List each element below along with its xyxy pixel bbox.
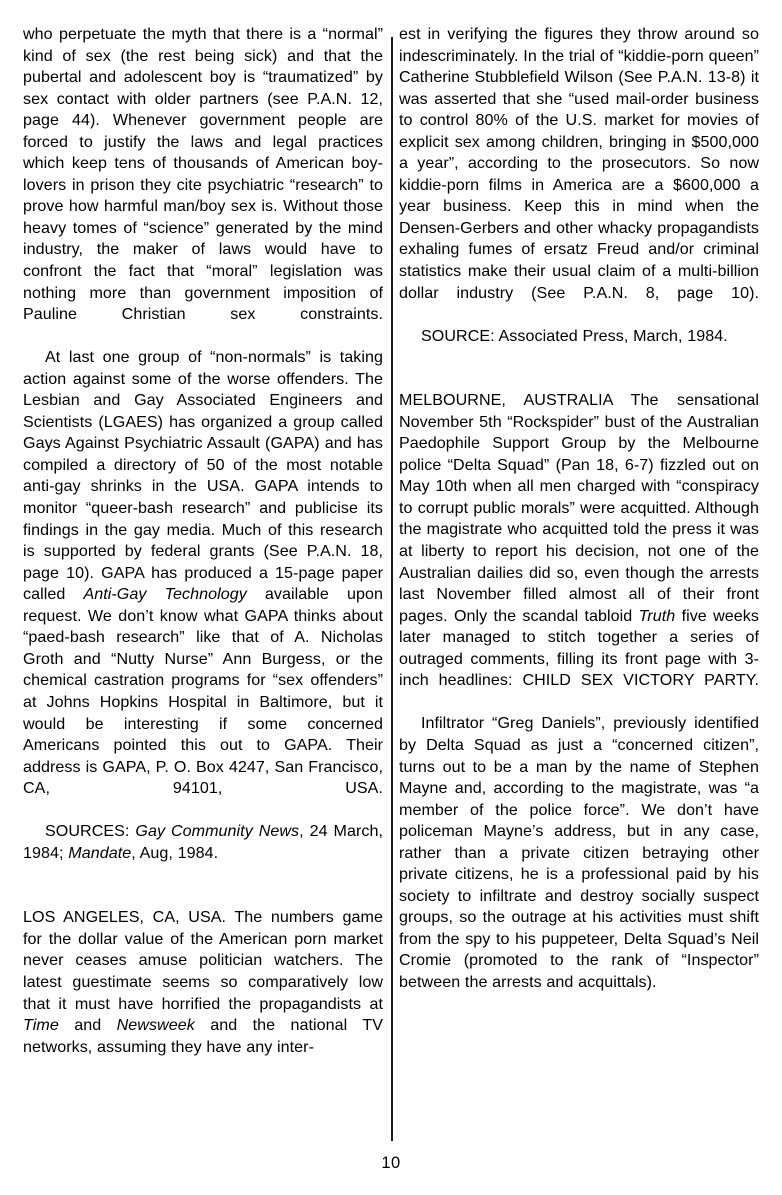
article [23,24,383,864]
publication-title: Truth [638,606,676,625]
paragraph: Infiltrator “Greg Daniels”, previously identified by Delta Squad as just a “concerned citizen”, turns out to be a man by the name of Stephen Mayne and, according to the magistrate, was “a member of the police force”. We don’t have policeman Mayne’s address, but in any case, rather than a private citizen betraying other private citizens, he is a professional paid by his society to infiltrate and destroy socially suspect groups, so the outrage at his activities must shift from the spy to his puppeteer, Delta Squad’s Neil Cromie (promoted to the rank of “Inspector” between the arrests and acquittals). [399,714,759,991]
article-separator [399,347,759,390]
article [399,390,759,993]
text-column-right [399,24,759,994]
text-column-left [23,24,383,1058]
paragraph: At last one group of “non-normals” is taking action against some of the worse offenders. The Lesbian and Gay Associated Engineers and Scientists (LGAES) has organized a group called Gays Against Psychiatric Assault (GAPA) and has compiled a directory of 50 of the most notable anti-gay shrinks in the USA. GAPA intends to monitor “queer-bash research” and publicise its findings in the gay media. Much of this research is supported by federal grants (See P.A.N. 18, page 10). GAPA has produced a 15-page paper called Anti-Gay Technology available upon request. We don’t know what GAPA thinks about “paed-bash research” like that of A. Nicholas Groth and “Nutty Nurse” Ann Burgess, or the chemical castration programs for “sex offenders” at Johns Hopkins Hospital in Baltimore, but it would be interesting if some concerned Americans pointed this out to GAPA. Their address is GAPA, P. O. Box 4247, San Francisco, CA, 94101, USA. [23,348,383,798]
paragraph: MELBOURNE, AUSTRALIA The sensational November 5th “Rockspider” bust of the Australian Paedophile Support Group by the Melbourne police “Delta Squad” (Pan 18, 6-7) fizzled out on May 10th when all men charged with “conspiracy to corrupt public morals” were acquitted. Although the magistrate who acquitted told the press it was at liberty to report his decision, not one of the Australian dailies did so, even though the arrests last November filled almost all of their front pages. Only the scandal tabloid Truth five weeks later managed to stitch together a series of outraged comments, filling its front page with 3-inch headlines: CHILD SEX VICTORY PARTY. [399,391,759,690]
publication-title: Newsweek [116,1016,195,1035]
paragraph: SOURCES: Gay Community News, 24 March, 1984; Mandate, Aug, 1984. [23,822,383,862]
page-number: 10 [381,1154,401,1172]
paragraph: SOURCE: Associated Press, March, 1984. [421,326,728,345]
paragraph: LOS ANGELES, CA, USA. The numbers game for the dollar value of the American porn market never ceases amuse politician watchers. The latest guestimate seems so comparatively low that it must have horrified the propagandists at Time and Newsweek and the national TV networks, assuming they have any inter- [23,908,383,1056]
publication-title: Time [23,1016,59,1035]
article-separator [23,864,383,907]
paragraph: est in verifying the figures they throw around so indescriminately. In the trial of “kiddie-porn queen” Catherine Stubblefield Wilson (See P.A.N. 13-8) it was asserted that she “used mail-order business to control 80% of the U.S. market for movies of explicit sex among children, bringing in $500,000 a year”, according to the prosecutors. So now kiddie-porn films in America are a $600,000 a year business. Keep this in mind when the Densen-Gerbers and other whacky propagandists exhaling fumes of ersatz Freud and/or criminal statistics make their usual claim of a multi-billion dollar industry (See P.A.N. 8, page 10). [399,25,759,302]
article [23,907,383,1058]
article [399,24,759,347]
paragraph: who perpetuate the myth that there is a “normal” kind of sex (the rest being sick) and that the pubertal and adolescent boy is “traumatized” by sex contact with older partners (see P.A.N. 12, page 44). Whenever government people are forced to justify the laws and legal practices which keep tens of thousands of American boy-lovers in prison they cite psychiatric “research” to prove how harmful man/boy sex is. Without those heavy tomes of “science” generated by the mind industry, the maker of laws would have to confront the fact that “moral” legislation was nothing more than government imposition of Pauline Christian sex constraints. [23,25,383,324]
column-divider-rule [391,37,393,1141]
publication-title: Mandate [68,843,132,862]
publication-title: Gay Community News [135,822,300,841]
publication-title: Anti-Gay Technology [83,585,247,604]
